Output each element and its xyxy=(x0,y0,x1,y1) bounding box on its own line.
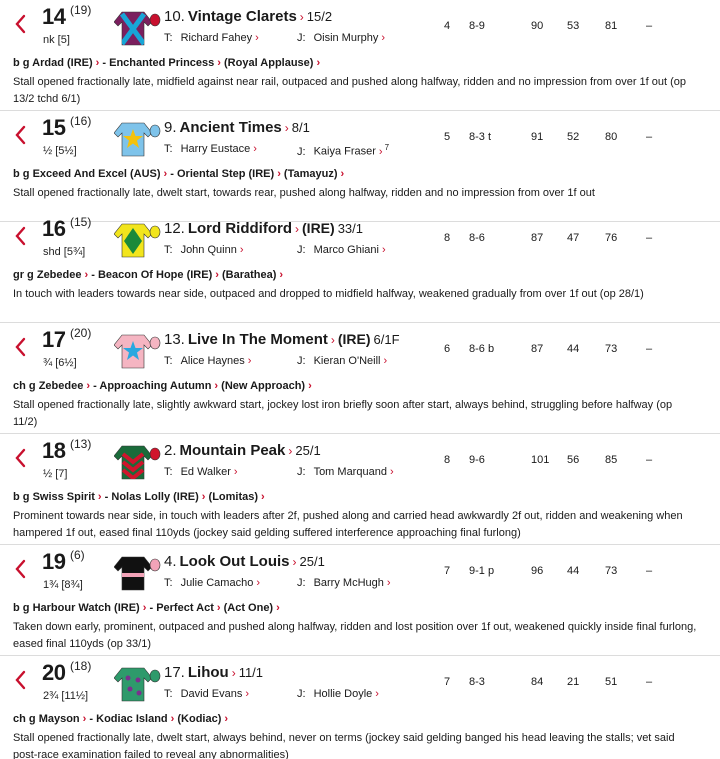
sire-link[interactable]: Exceed And Excel (AUS) xyxy=(32,168,161,180)
caret-right-icon: › xyxy=(214,380,219,392)
caret-right-icon: › xyxy=(277,168,281,180)
jockey xyxy=(297,143,389,158)
topspeed: 44 xyxy=(567,565,580,577)
caret-right-icon: › xyxy=(316,57,321,69)
jockey-silks-icon xyxy=(114,664,162,702)
separator: - xyxy=(170,168,174,180)
horse-name-link[interactable]: Lihou xyxy=(187,664,229,681)
chevron-left-icon[interactable] xyxy=(14,670,28,690)
caret-right-icon: › xyxy=(330,333,335,347)
separator: - xyxy=(149,602,154,614)
caret-right-icon: › xyxy=(215,269,219,281)
trainer xyxy=(164,466,238,478)
extra: – xyxy=(646,343,653,355)
caret-right-icon: › xyxy=(340,168,345,180)
age: 8 xyxy=(444,454,451,466)
rpr: 76 xyxy=(605,232,618,244)
jockey-label: J: xyxy=(297,32,306,44)
jockey xyxy=(297,577,391,589)
sire-link[interactable]: Harbour Watch (IRE) xyxy=(32,602,140,614)
jockey xyxy=(297,355,387,367)
sex-colour: ch g xyxy=(13,380,36,392)
race-comment: Taken down early, prominent, outpaced and pushed along halfway, ridden and lost position over 1f out, weakened quickly inside final furlong, eased final 110yds (op 33/1) xyxy=(13,621,697,650)
caret-right-icon: › xyxy=(253,143,257,155)
jockey-link[interactable]: Marco Ghiani xyxy=(313,244,379,256)
draw: (13) xyxy=(70,437,92,451)
trainer-label: T: xyxy=(164,143,173,155)
race-comment: Stall opened fractionally late, dwelt start, always behind, never on terms (jockey said gelding banged his head leaving the stalls; vet said post-race examination failed to reveal any abnormalities) xyxy=(13,732,675,759)
pedigree xyxy=(13,491,265,503)
caret-right-icon: › xyxy=(233,466,238,478)
draw: (6) xyxy=(70,548,85,562)
caret-right-icon: › xyxy=(383,355,388,367)
damsire-link[interactable]: (Tamayuz) xyxy=(283,168,338,180)
age: 6 xyxy=(444,343,451,355)
caret-right-icon: › xyxy=(231,666,236,680)
sire-link[interactable]: Zebedee xyxy=(38,380,84,392)
weight: 8-3 xyxy=(469,676,485,688)
caret-right-icon: › xyxy=(381,32,386,44)
finish-position: 20 xyxy=(42,660,66,685)
damsire-link[interactable]: (Act One) xyxy=(223,602,274,614)
caret-right-icon: › xyxy=(95,57,100,69)
trainer-label: T: xyxy=(164,355,173,367)
race-comment: Prominent towards near side, in touch with leaders after 2f, pushed along and carried head awkwardly 2f out, ridden and weakening when hampered 1f out, eased final 110yds (jockey said gelding suffered interference approaching final furlong) xyxy=(13,510,683,539)
trainer-link[interactable]: Ed Walker xyxy=(180,466,231,478)
official-rating: 87 xyxy=(531,343,544,355)
caret-right-icon: › xyxy=(239,244,244,256)
horse-title xyxy=(164,220,363,237)
jockey-silks-icon xyxy=(114,8,162,46)
chevron-left-icon[interactable] xyxy=(14,125,28,145)
rpr: 85 xyxy=(605,454,618,466)
caret-right-icon: › xyxy=(288,444,293,458)
odds: 25/1 xyxy=(299,554,325,569)
caret-right-icon: › xyxy=(86,380,90,392)
horse-number: 10. xyxy=(164,8,185,25)
sire-link[interactable]: Swiss Spirit xyxy=(32,491,95,503)
jockey-silks-icon xyxy=(114,442,162,480)
horse-number: 9. xyxy=(164,119,177,136)
draw: (16) xyxy=(70,114,92,128)
caret-right-icon: › xyxy=(389,466,394,478)
caret-right-icon: › xyxy=(245,688,249,700)
runner-row xyxy=(0,656,720,759)
jockey xyxy=(297,32,385,44)
caret-right-icon: › xyxy=(381,244,386,256)
jockey-link[interactable]: Kaiya Fraser xyxy=(313,145,376,158)
rpr: 73 xyxy=(605,565,618,577)
horse-title xyxy=(164,331,400,348)
finish-position: 15 xyxy=(42,115,66,140)
finish-position: 19 xyxy=(42,549,66,574)
horse-country: (IRE) xyxy=(337,331,371,347)
horse-country: (IRE) xyxy=(302,220,335,236)
draw: (20) xyxy=(70,326,92,340)
topspeed: 47 xyxy=(567,232,580,244)
jockey-label: J: xyxy=(297,355,306,367)
caret-right-icon: › xyxy=(170,713,175,725)
pedigree xyxy=(13,269,283,281)
distance-beaten: ¾ [6½] xyxy=(43,357,77,369)
runner-row xyxy=(0,434,720,545)
chevron-left-icon[interactable] xyxy=(14,14,28,34)
official-rating: 87 xyxy=(531,232,544,244)
jockey-label: J: xyxy=(297,145,306,158)
separator: - xyxy=(102,57,107,69)
odds: 25/1 xyxy=(295,443,321,458)
official-rating: 96 xyxy=(531,565,544,577)
caret-right-icon: › xyxy=(201,491,206,503)
distance-beaten: shd [5¾] xyxy=(43,246,86,258)
weight: 9-1 p xyxy=(469,565,495,577)
jockey-silks-icon xyxy=(114,553,162,591)
trainer-link[interactable]: Julie Camacho xyxy=(180,577,254,589)
rpr: 73 xyxy=(605,343,618,355)
caret-right-icon: › xyxy=(255,32,259,44)
weight: 8-6 b xyxy=(469,343,495,355)
topspeed: 21 xyxy=(567,676,580,688)
horse-number: 4. xyxy=(164,553,177,570)
jockey-silks-icon xyxy=(114,220,162,258)
extra: – xyxy=(646,131,653,143)
caret-right-icon: › xyxy=(261,491,265,503)
jockey-label: J: xyxy=(297,466,306,478)
caret-right-icon: › xyxy=(217,57,221,69)
damsire-link[interactable]: (Kodiac) xyxy=(177,713,222,725)
caret-right-icon: › xyxy=(247,355,252,367)
odds: 11/1 xyxy=(238,665,264,680)
sex-colour: b g xyxy=(13,57,30,69)
jockey-allowance: 7 xyxy=(384,143,390,152)
sire-link[interactable]: Mayson xyxy=(38,713,80,725)
trainer xyxy=(164,688,249,700)
distance-beaten: 1¾ [8¾] xyxy=(43,579,83,591)
runner-row xyxy=(0,545,720,656)
caret-right-icon: › xyxy=(84,269,89,281)
damsire-link[interactable]: (Lomitas) xyxy=(208,491,259,503)
caret-right-icon: › xyxy=(256,577,260,589)
sire-link[interactable]: Zebedee xyxy=(36,269,82,281)
caret-right-icon: › xyxy=(386,577,391,589)
jockey-link[interactable]: Kieran O'Neill xyxy=(313,355,381,367)
jockey-silks-icon xyxy=(114,119,162,157)
age: 8 xyxy=(444,232,451,244)
trainer-label: T: xyxy=(164,466,173,478)
race-comment: In touch with leaders towards near side, outpaced and dropped to midfield halfway, weakened gradually from over 1f out (op 28/1) xyxy=(13,288,644,300)
topspeed: 56 xyxy=(567,454,580,466)
dam-link[interactable]: Beacon Of Hope (IRE) xyxy=(97,269,213,281)
jockey-label: J: xyxy=(297,244,306,256)
distance-beaten: ½ [5½] xyxy=(43,145,77,157)
dam-link[interactable]: Oriental Step (IRE) xyxy=(177,168,275,180)
caret-right-icon: › xyxy=(216,602,221,614)
age: 7 xyxy=(444,676,451,688)
horse-number: 13. xyxy=(164,331,185,348)
trainer-label: T: xyxy=(164,244,173,256)
chevron-left-icon[interactable] xyxy=(14,448,28,468)
official-rating: 84 xyxy=(531,676,544,688)
chevron-left-icon[interactable] xyxy=(14,337,28,357)
pedigree xyxy=(13,602,280,614)
horse-name-link[interactable]: Look Out Louis xyxy=(179,553,290,570)
race-comment: Stall opened fractionally late, slightly awkward start, jockey lost iron briefly soon after start, always behind, struggling before halfway (op 11/2) xyxy=(13,399,673,428)
caret-right-icon: › xyxy=(378,145,383,158)
pedigree xyxy=(13,713,228,725)
dam-link[interactable]: Enchanted Princess xyxy=(109,57,215,69)
runner-row xyxy=(0,323,720,434)
sex-colour: b g xyxy=(13,602,30,614)
extra: – xyxy=(646,676,653,688)
damsire-link[interactable]: (Royal Applause) xyxy=(224,57,314,69)
separator: - xyxy=(104,491,109,503)
trainer-label: T: xyxy=(164,688,173,700)
sex-colour: b g xyxy=(13,168,30,180)
age: 4 xyxy=(444,20,451,32)
separator: - xyxy=(91,269,95,281)
horse-number: 2. xyxy=(164,442,177,459)
separator: - xyxy=(89,713,94,725)
horse-title xyxy=(164,664,263,681)
dam-link[interactable]: Nolas Lolly (IRE) xyxy=(111,491,199,503)
official-rating: 90 xyxy=(531,20,544,32)
weight: 8-3 t xyxy=(469,131,492,143)
weight: 9-6 xyxy=(469,454,485,466)
rpr: 81 xyxy=(605,20,618,32)
damsire-link[interactable]: (New Approach) xyxy=(221,380,306,392)
trainer-label: T: xyxy=(164,32,173,44)
separator: - xyxy=(93,380,97,392)
pedigree xyxy=(13,380,312,392)
jockey-label: J: xyxy=(297,688,306,700)
caret-right-icon: › xyxy=(299,10,304,24)
trainer-label: T: xyxy=(164,577,173,589)
rpr: 80 xyxy=(605,131,618,143)
runner-row xyxy=(0,0,720,111)
distance-beaten: ½ [7] xyxy=(43,468,68,480)
age: 5 xyxy=(444,131,451,143)
pedigree xyxy=(13,168,344,180)
horse-name-link[interactable]: Lord Riddiford xyxy=(187,220,293,237)
trainer-link[interactable]: Richard Fahey xyxy=(180,32,253,44)
horse-title xyxy=(164,442,321,459)
topspeed: 44 xyxy=(567,343,580,355)
distance-beaten: 2¾ [11½] xyxy=(43,690,89,702)
odds: 33/1 xyxy=(337,221,363,236)
caret-right-icon: › xyxy=(295,222,300,236)
draw: (15) xyxy=(70,215,92,229)
caret-right-icon: › xyxy=(163,168,168,180)
trainer xyxy=(164,355,251,367)
horse-name-link[interactable]: Ancient Times xyxy=(179,119,282,136)
jockey-link[interactable]: Barry McHugh xyxy=(313,577,384,589)
caret-right-icon: › xyxy=(308,380,312,392)
weight: 8-6 xyxy=(469,232,485,244)
extra: – xyxy=(646,565,653,577)
official-rating: 91 xyxy=(531,131,544,143)
horse-name-link[interactable]: Live In The Moment xyxy=(187,331,328,348)
trainer-link[interactable]: Alice Haynes xyxy=(180,355,245,367)
caret-right-icon: › xyxy=(142,602,147,614)
horse-name-link[interactable]: Vintage Clarets xyxy=(187,8,297,25)
trainer-link[interactable]: Harry Eustace xyxy=(180,143,251,155)
odds: 6/1F xyxy=(373,332,400,347)
caret-right-icon: › xyxy=(375,688,379,700)
caret-right-icon: › xyxy=(224,713,229,725)
finish-position: 17 xyxy=(42,327,66,352)
trainer-link[interactable]: John Quinn xyxy=(180,244,237,256)
caret-right-icon: › xyxy=(292,555,297,569)
odds: 15/2 xyxy=(306,9,333,24)
jockey-label: J: xyxy=(297,577,306,589)
horse-title xyxy=(164,8,332,25)
weight: 8-9 xyxy=(469,20,485,32)
race-comment: Stall opened fractionally late, dwelt start, towards rear, pushed along halfway, ridden and no impression from over 1f out xyxy=(13,187,595,199)
horse-name-link[interactable]: Mountain Peak xyxy=(179,442,286,459)
finish-position: 14 xyxy=(42,4,66,29)
jockey-link[interactable]: Hollie Doyle xyxy=(313,688,373,700)
jockey-link[interactable]: Tom Marquand xyxy=(313,466,387,478)
sex-colour: b g xyxy=(13,491,30,503)
trainer xyxy=(164,244,244,256)
pedigree xyxy=(13,57,320,69)
damsire-link[interactable]: (Barathea) xyxy=(221,269,277,281)
race-comment: Stall opened fractionally late, midfield against near rail, outpaced and pushed along halfway, ridden and no impression from over 1f out (op 13/2 tchd 6/1) xyxy=(13,76,687,105)
caret-right-icon: › xyxy=(279,269,284,281)
sex-colour: ch g xyxy=(13,713,36,725)
official-rating: 101 xyxy=(531,454,550,466)
jockey xyxy=(297,466,394,478)
rpr: 51 xyxy=(605,676,618,688)
jockey xyxy=(297,244,386,256)
chevron-left-icon[interactable] xyxy=(14,559,28,579)
sire-link[interactable]: Ardad (IRE) xyxy=(32,57,93,69)
caret-right-icon: › xyxy=(97,491,102,503)
finish-position: 16 xyxy=(42,216,66,241)
dam-link[interactable]: Perfect Act xyxy=(156,602,214,614)
caret-right-icon: › xyxy=(284,121,289,135)
odds: 8/1 xyxy=(291,120,310,135)
trainer-link[interactable]: David Evans xyxy=(180,688,243,700)
trainer xyxy=(164,143,257,155)
draw: (18) xyxy=(70,659,92,673)
jockey-silks-icon xyxy=(114,331,162,369)
horse-title xyxy=(164,119,310,136)
sex-colour: gr g xyxy=(13,269,34,281)
runner-row xyxy=(0,111,720,222)
jockey xyxy=(297,688,379,700)
jockey-link[interactable]: Oisin Murphy xyxy=(313,32,379,44)
dam-link[interactable]: Kodiac Island xyxy=(96,713,168,725)
caret-right-icon: › xyxy=(82,713,87,725)
extra: – xyxy=(646,20,653,32)
dam-link[interactable]: Approaching Autumn xyxy=(99,380,212,392)
horse-number: 17. xyxy=(164,664,185,681)
finish-position: 18 xyxy=(42,438,66,463)
distance-beaten: nk [5] xyxy=(43,34,70,46)
extra: – xyxy=(646,232,653,244)
draw: (19) xyxy=(70,3,92,17)
age: 7 xyxy=(444,565,451,577)
trainer xyxy=(164,577,260,589)
runner-row xyxy=(0,212,720,323)
horse-number: 12. xyxy=(164,220,185,237)
topspeed: 53 xyxy=(567,20,580,32)
topspeed: 52 xyxy=(567,131,580,143)
extra: – xyxy=(646,454,653,466)
trainer xyxy=(164,32,259,44)
chevron-left-icon[interactable] xyxy=(14,226,28,246)
horse-title xyxy=(164,553,325,570)
caret-right-icon: › xyxy=(276,602,280,614)
